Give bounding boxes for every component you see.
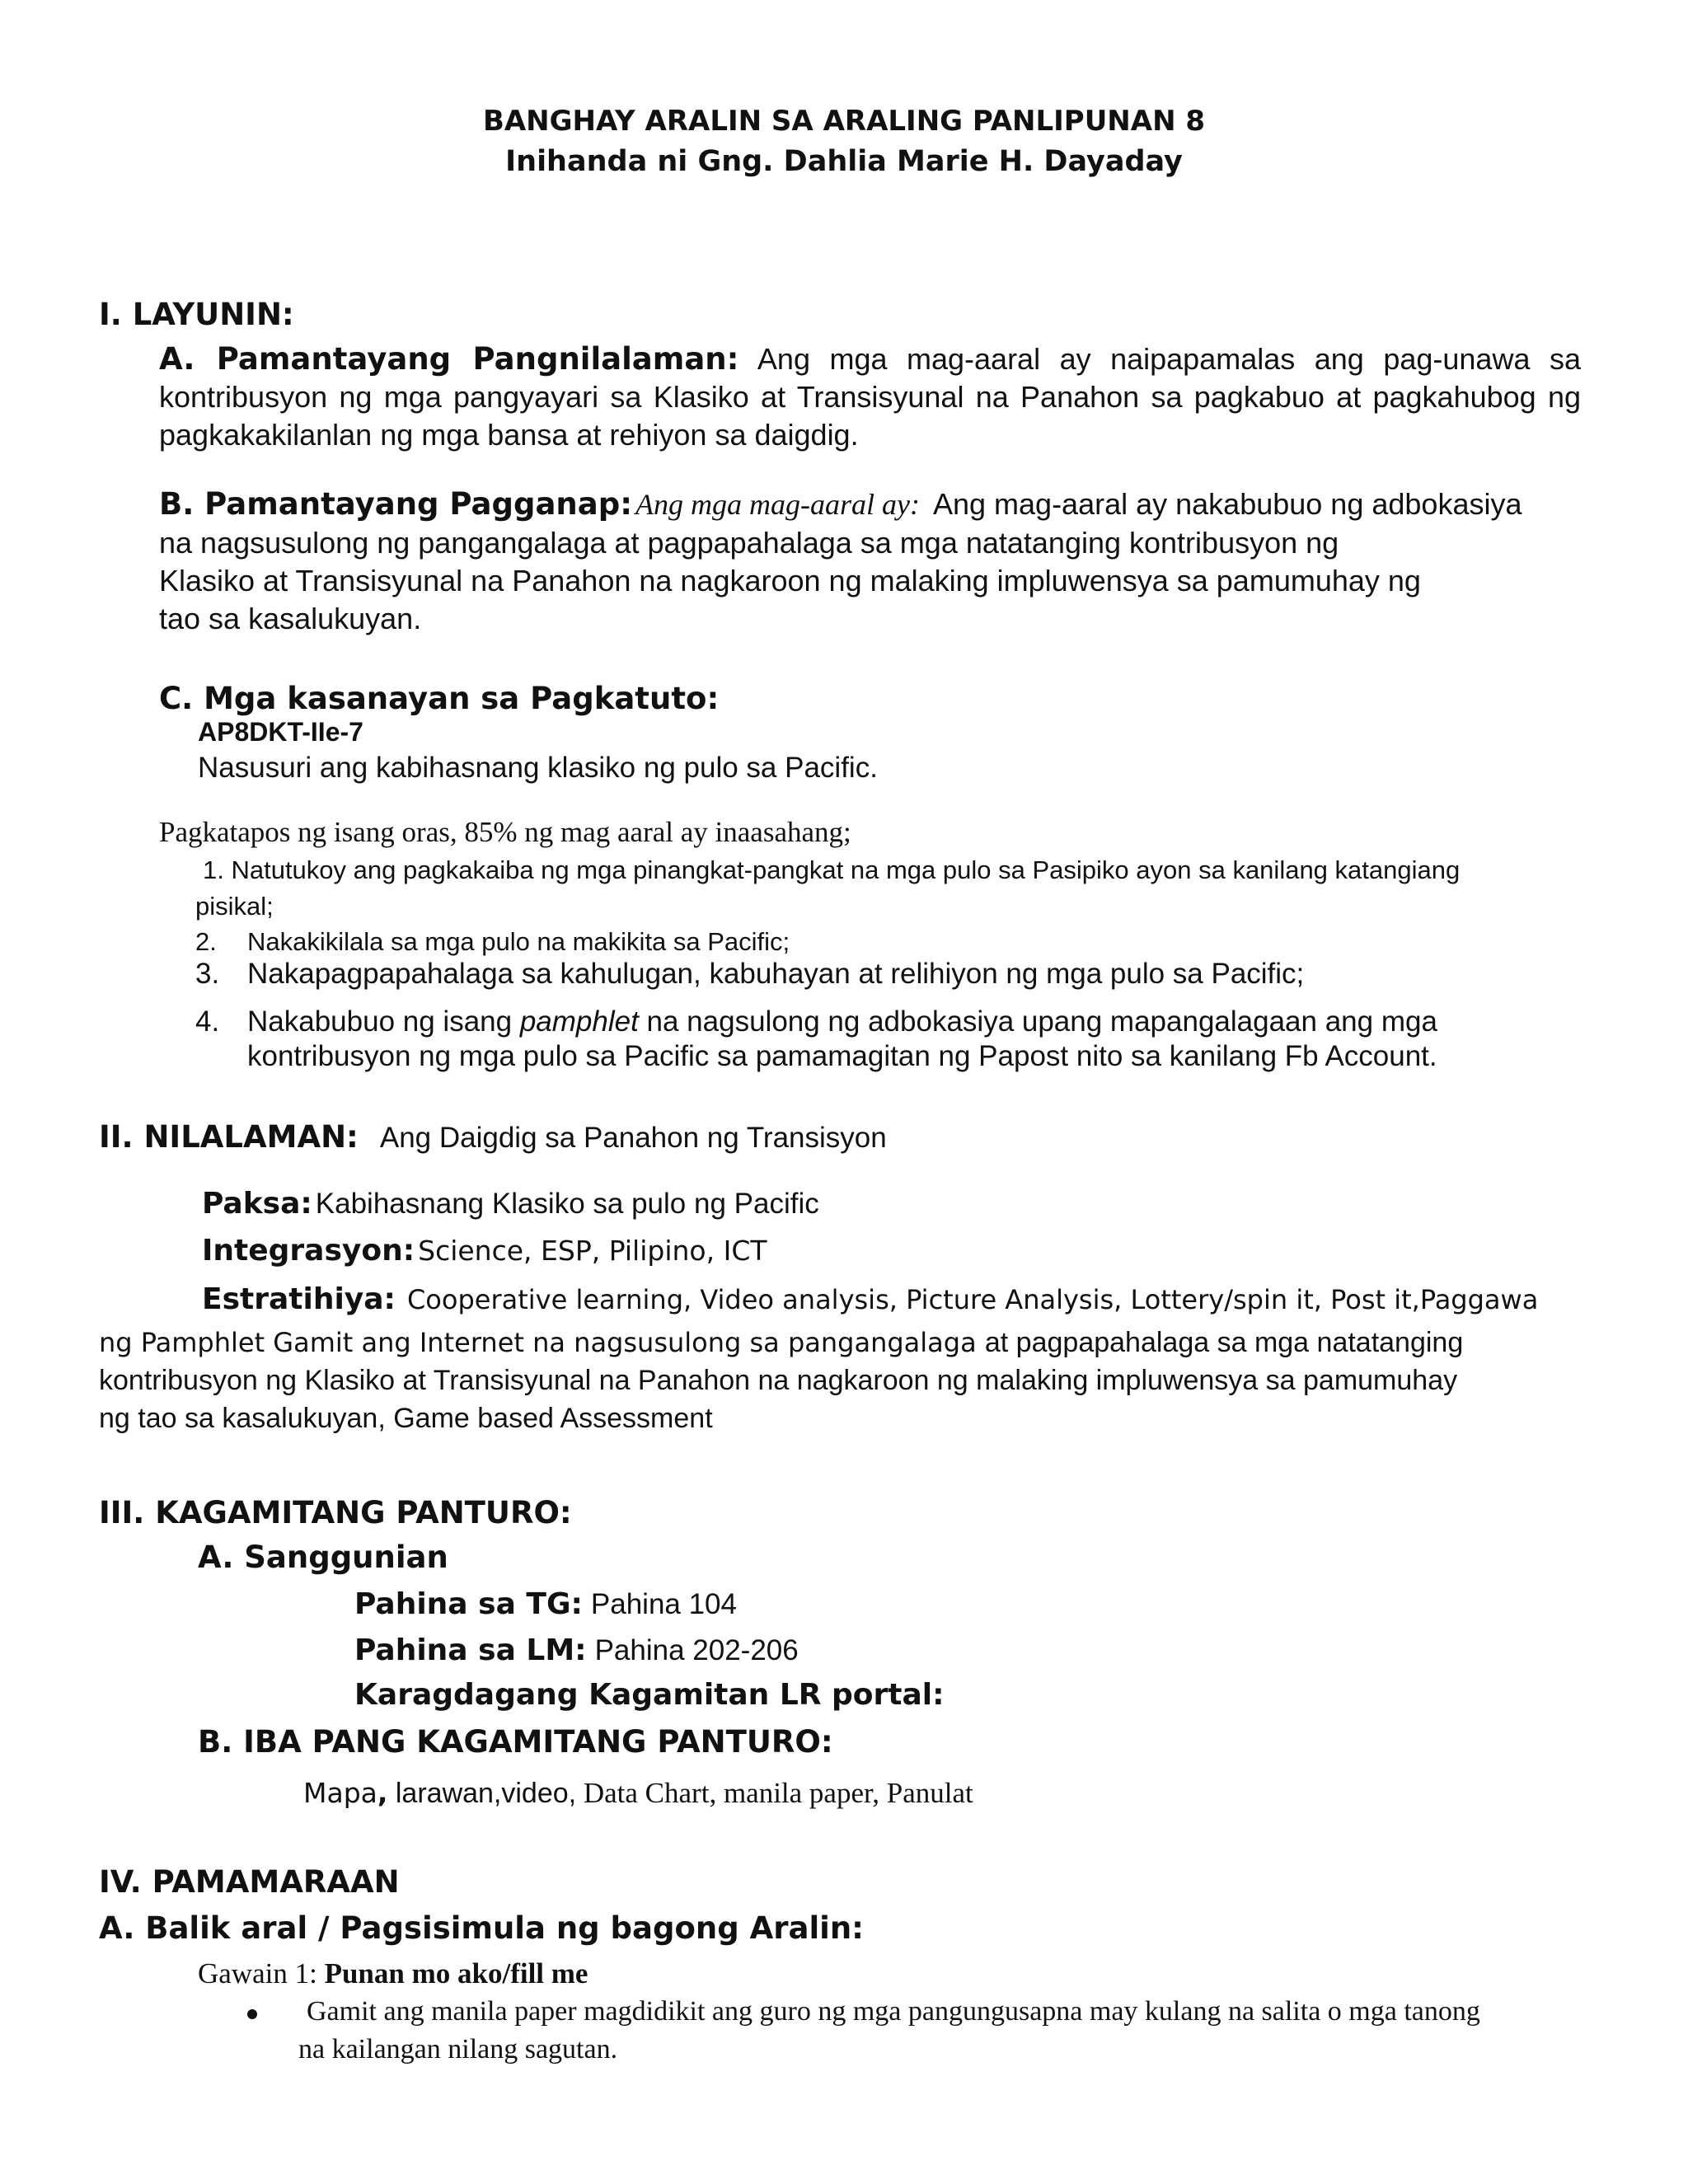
integrasyon-text: Science, ESP, Pilipino, ICT <box>418 1235 767 1267</box>
tg-label: Pahina sa TG: <box>354 1587 583 1621</box>
tg-text: Pahina 104 <box>590 1588 737 1620</box>
lm-row <box>354 1633 799 1667</box>
estratihiya-label: Estratihiya: <box>202 1282 396 1316</box>
paksa-text: Kabihasnang Klasiko sa pulo ng Pacific <box>315 1188 819 1220</box>
objective-4-post: na nagsulong ng adbokasiya upang mapangalagaan ang mga <box>638 1005 1437 1038</box>
section-pamamaraan-heading: IV. PAMAMARAAN <box>99 1864 400 1900</box>
pagganap-italic: Ang mga mag-aaral ay: <box>635 488 920 521</box>
bullet-line-2: na kailangan nilang sagutan. <box>298 2034 618 2064</box>
objective-3-text: Nakapagpapahalaga sa kahulugan, kabuhayan at relihiyon ng mga pulo sa Pacific; <box>247 958 1305 990</box>
estratihiya-row <box>202 1282 1538 1316</box>
lm-label: Pahina sa LM: <box>354 1633 587 1667</box>
objective-1-line2: pisikal; <box>195 892 274 921</box>
estratihiya-line3: kontribusyon ng Klasiko at Transisyunal na Panahon na nagkaroon ng malaking impluwensya sa pamumuhay <box>99 1365 1458 1396</box>
document-title: BANGHAY ARALIN SA ARALING PANLIPUNAN 8 <box>482 105 1206 138</box>
objective-3-number: 3. <box>195 958 220 990</box>
objective-2-text: Nakakikilala sa mga pulo na makikita sa Pacific; <box>247 927 790 956</box>
estratihiya-line2a: ng Pamphlet Gamit ang Internet na nagsusulong sa pangangalaga <box>99 1327 985 1358</box>
pangnilalaman-text: Ang mga mag-aaral ay naipapamalas ang pag-unawa sa kontribusyon ng mga pangyayari sa Klasiko at Transisyunal na Panahon sa pagkabuo at pagkahubog ng pagkakakilanlan ng mga bansa at rehiyon sa daigdig. <box>159 342 1581 452</box>
competency-code: AP8DKT-IIe-7 <box>198 717 363 747</box>
objective-4-number: 4. <box>195 1005 220 1038</box>
kasanayan-text: Nasusuri ang kabihasnang klasiko ng pulo sa Pacific. <box>198 752 878 784</box>
pagganap-label: B. Pamantayang Pagganap: <box>159 486 633 522</box>
integrasyon-row <box>202 1234 767 1268</box>
materials-rest: Data Chart, manila paper, Panulat <box>576 1777 973 1809</box>
nilalaman-heading-label: II. NILALAMAN: <box>99 1119 359 1155</box>
iba-pang-kagamitan-label: B. IBA PANG KAGAMITANG PANTURO: <box>198 1724 833 1760</box>
estratihiya-line4: ng tao sa kasalukuyan, Game based Assessment <box>99 1403 713 1434</box>
section-layunin-heading: I. LAYUNIN: <box>99 297 294 332</box>
paksa-label: Paksa: <box>202 1187 312 1221</box>
objective-4-pre: Nakabubuo ng isang <box>247 1005 520 1038</box>
materials-larawan: larawan,video, <box>387 1778 577 1809</box>
gawain-pre: Gawain 1: <box>198 1957 325 1990</box>
estratihiya-line2 <box>99 1327 1463 1359</box>
kasanayan-label: C. Mga kasanayan sa Pagkatuto: <box>159 681 720 716</box>
estratihiya-text: Cooperative learning, Video analysis, Picture Analysis, Lottery/spin it, Post it, <box>406 1284 1420 1315</box>
objectives-intro: Pagkatapos ng isang oras, 85% ng mag aaral ay inaasahang; <box>159 816 851 848</box>
balik-aral-label: A. Balik aral / Pagsisimula ng bagong Aralin: <box>99 1910 864 1946</box>
pagganap-text-2: na nagsusulong ng pangangalaga at pagpapahalaga sa mga natatanging kontribusyon ng <box>159 526 1339 560</box>
lm-text: Pahina 202-206 <box>594 1634 799 1666</box>
pamantayang-pangnilalaman <box>159 340 1581 454</box>
bullet-dot-icon <box>247 2008 257 2023</box>
materials-comma: , <box>377 1777 388 1809</box>
materials-mapa: Mapa <box>303 1777 377 1809</box>
objective-1-line1: 1. Natutukoy ang pagkakaiba ng mga pinangkat-pangkat na mga pulo sa Pasipiko ayon sa kanilang katangiang <box>203 855 1461 884</box>
document-author: Inihanda ni Gng. Dahlia Marie H. Dayaday <box>505 145 1183 178</box>
pagganap-text-3: Klasiko at Transisyunal na Panahon na nagkaroon ng malaking impluwensya sa pamumuhay ng <box>159 564 1421 598</box>
gawain-row <box>198 1957 588 1990</box>
tg-row <box>354 1587 737 1621</box>
section-kagamitan-heading: III. KAGAMITANG PANTURO: <box>99 1495 572 1530</box>
objective-4-italic: pamphlet <box>519 1005 639 1038</box>
paksa-row <box>202 1187 819 1221</box>
estratihiya-line2b: at pagpapahalaga sa mga natatanging <box>984 1327 1464 1358</box>
nilalaman-heading-text: Ang Daigdig sa Panahon ng Transisyon <box>379 1122 887 1154</box>
estratihiya-text-2: Paggawa <box>1419 1284 1539 1315</box>
pangnilalaman-label: A. Pamantayang Pangnilalaman: <box>159 341 739 377</box>
pagganap-text-4: tao sa kasalukuyan. <box>159 602 422 635</box>
section-nilalaman-heading <box>99 1119 887 1155</box>
bullet-line-1: Gamit ang manila paper magdidikit ang guro ng mga pangungusapna may kulang na salita o mga tanong <box>307 1996 1480 2027</box>
pamantayang-pagganap-line1 <box>159 486 1522 522</box>
objective-4-line2: kontribusyon ng mga pulo sa Pacific sa pamamagitan ng Papost nito sa kanilang Fb Account. <box>247 1040 1437 1072</box>
pagganap-text-1: Ang mag-aaral ay nakabubuo ng adbokasiya <box>932 487 1522 521</box>
sanggunian-label: A. Sanggunian <box>198 1540 448 1575</box>
integrasyon-label: Integrasyon: <box>202 1234 415 1268</box>
objective-4-line1 <box>247 1005 1437 1038</box>
iba-pang-kagamitan-text <box>303 1777 973 1810</box>
lr-portal-label: Karagdagang Kagamitan LR portal: <box>354 1678 945 1712</box>
gawain-title: Punan mo ako/fill me <box>324 1957 588 1990</box>
objective-2-number: 2. <box>195 927 217 956</box>
